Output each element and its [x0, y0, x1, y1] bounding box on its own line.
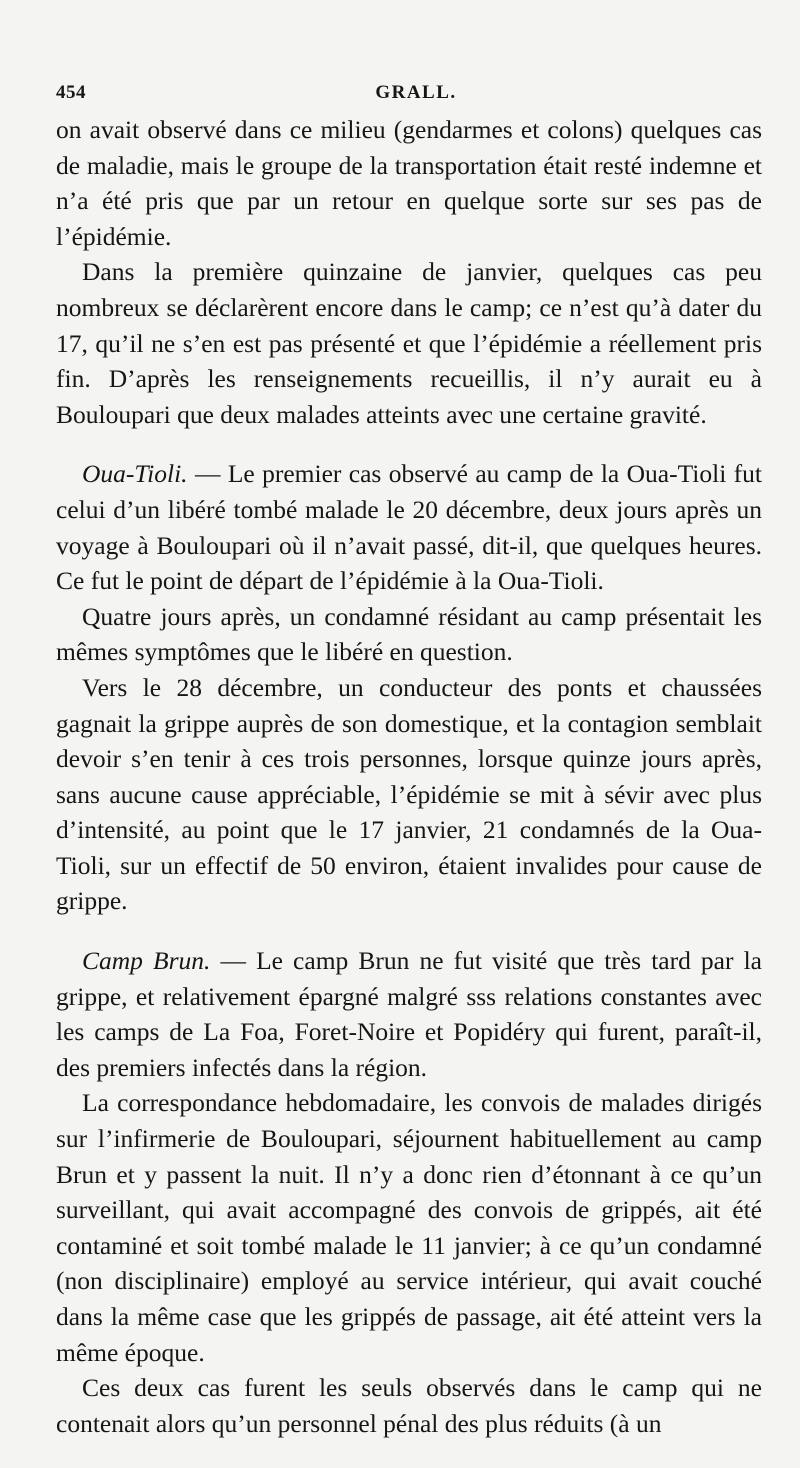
paragraph-text: Vers le 28 décembre, un conducteur des ponts et chaussées gagnait la grippe auprès de son domestique, et la contagion semblait devoir s’en tenir à ces trois personnes, lorsque quinze jours après, sans aucune cause appréciable, l’épidémie se mit à sévir avec plus d’intensité, au point que le 17 janvier, 21 condamnés de la Oua-Tioli, sur un effectif de 50 environ, étaient invalides pour cause de grippe.: [56, 672, 762, 916]
paragraph: [56, 599, 762, 670]
paragraph: [56, 1370, 762, 1441]
section-oua-tioli: [56, 456, 762, 598]
running-title: GRALL.: [375, 82, 457, 103]
paragraph-text: Ces deux cas furent les seuls observés dans le camp qui ne contenait alors qu’un personnel pénal des plus réduits (à un: [56, 1373, 762, 1438]
body-text: [56, 112, 762, 1441]
page-number: 454: [56, 82, 86, 103]
paragraph-text: Quatre jours après, un condamné résidant au camp présentait les mêmes symptômes que le libéré en question.: [56, 601, 762, 667]
paragraph-text: La correspondance hebdomadaire, les convois de malades dirigés sur l’infirmerie de Bouloupari, séjournent habituellement au camp Brun et y passent la nuit. Il n’y a donc rien d’étonnant à ce qu’un surveillant, qui avait accompagné des convois de grippés, ait été contaminé et soit tombé malade le 11 janvier; à ce qu’un condamné (non disciplinaire) employé au service intérieur, qui avait couché dans la même case que les grippés de passage, ait été atteint vers la même époque.: [56, 1088, 762, 1367]
paragraph-text: — Le camp Brun ne fut visité que très tard par la grippe, et relativement épargné malgré sss relations constantes avec les camps de La Foa, Foret-Noire et Popidéry qui furent, paraît-il, des premiers infectés dans la région.: [56, 946, 762, 1082]
paragraph-text: Dans la première quinzaine de janvier, quelques cas peu nombreux se déclarèrent encore dans le camp; ce n’est qu’à dater du 17, qu’il ne s’en est pas présenté et que l’épidémie a réellement pris fin. D’après les renseignements recueillis, il n’y aurait eu à Bouloupari que deux malades atteints avec une certaine gravité.: [56, 257, 762, 429]
paragraph-continuation: [56, 112, 762, 254]
section-camp-brun: [56, 943, 762, 1085]
section-title: Camp Brun.: [82, 946, 211, 976]
section-title: Oua-Tioli.: [82, 459, 188, 489]
paragraph: [56, 1085, 762, 1370]
running-head: [56, 82, 762, 112]
paragraph-text: on avait observé dans ce milieu (gendarmes et colons) quelques cas de maladie, mais le groupe de la transportation était resté indemne et n’a été pris que par un retour en quelque sorte sur ses pas de l’épidémie.: [56, 115, 762, 251]
paragraph: [56, 670, 762, 919]
paragraph-text: — Le premier cas observé au camp de la Oua-Tioli fut celui d’un libéré tombé malade le 20 décembre, deux jours après un voyage à Bouloupari où il n’avait passé, dit-il, que quelques heures. Ce fut le point de départ de l’épidémie à la Oua-Tioli.: [56, 459, 762, 596]
paragraph: [56, 254, 762, 432]
